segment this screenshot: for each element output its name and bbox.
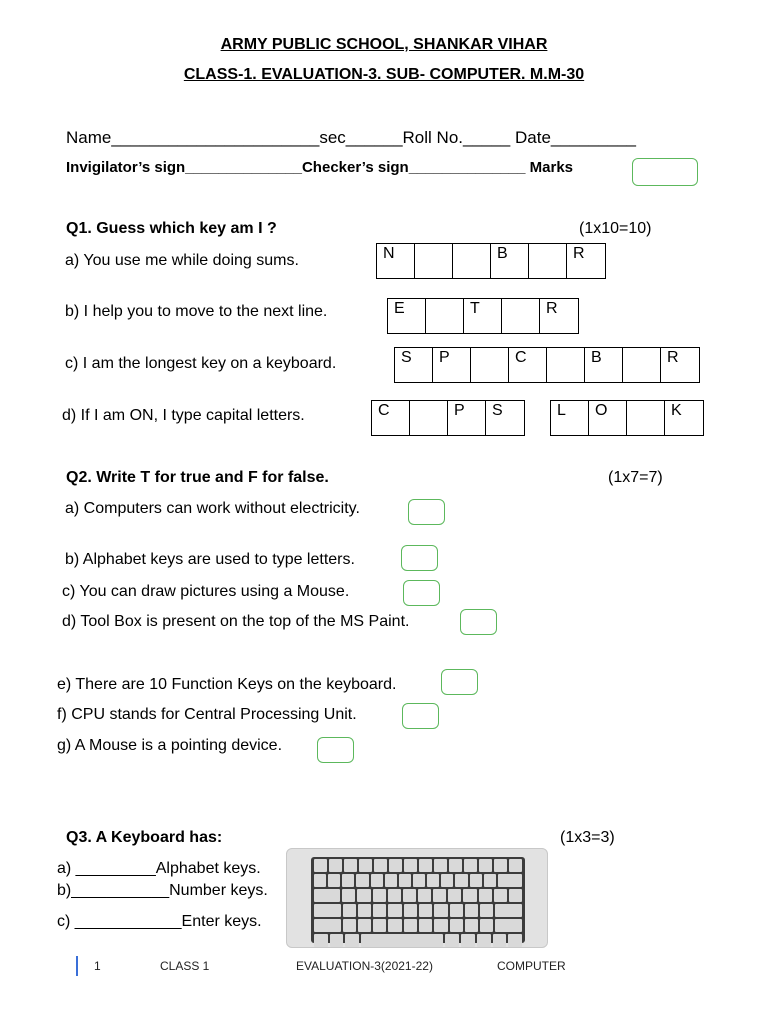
q3-item-c: c) ____________Enter keys. [57,913,262,930]
tf-answer-box[interactable] [317,737,354,763]
q2-marks: (1x7=7) [608,469,663,486]
tf-answer-box[interactable] [441,669,478,695]
q1-item-a: a) You use me while doing sums. [65,252,299,269]
student-info-line: Name______________________sec______Roll No._____ Date_________ [66,128,636,147]
q3-item-a: a) _________Alphabet keys. [57,860,261,877]
q3-title: Q3. A Keyboard has: [66,829,223,846]
q2-item-b: b) Alphabet keys are used to type letters. [65,551,355,568]
q2-item-f: f) CPU stands for Central Processing Unit. [57,706,357,723]
letter-cell: K [671,402,682,419]
letter-cell: C [372,401,410,435]
blank-cell[interactable] [529,244,567,278]
tf-answer-box[interactable] [460,609,497,635]
footer-evaluation: EVALUATION-3(2021-22) [296,959,433,973]
q2-title: Q2. Write T for true and F for false. [66,469,329,486]
tf-answer-box[interactable] [402,703,439,729]
tf-answer-box[interactable] [401,545,438,571]
footer-bar [76,956,78,976]
letter-cell: E [388,299,426,333]
footer-page-number: 1 [94,959,101,973]
q2-item-g: g) A Mouse is a pointing device. [57,737,283,754]
q2-item-e: e) There are 10 Function Keys on the keyboard. [57,676,397,693]
q1-marks: (1x10=10) [579,220,652,237]
signature-line: Invigilator’s sign______________Checker’s sign______________ Marks [66,159,574,176]
tf-answer-box[interactable] [408,499,445,525]
letter-cell: B [491,244,529,278]
letter-cell: B [585,348,623,382]
letter-cell: O [589,401,627,435]
footer-subject: COMPUTER [497,959,566,973]
letter-cell: S [395,348,433,382]
q2-item-a: a) Computers can work without electricity. [65,500,360,517]
letter-cell: R [546,300,558,317]
blank-cell[interactable] [547,348,585,382]
q1-item-d: d) If I am ON, I type capital letters. [62,407,305,424]
blank-cell[interactable] [426,299,464,333]
letter-cell: P [433,348,471,382]
blank-cell[interactable] [623,348,661,382]
blank-cell[interactable] [415,244,453,278]
footer-class: CLASS 1 [160,959,210,973]
blank-cell[interactable] [627,401,665,435]
blank-cell[interactable] [471,348,509,382]
blank-cell[interactable] [502,299,540,333]
q2-item-c: c) You can draw pictures using a Mouse. [62,583,350,600]
q1-item-c: c) I am the longest key on a keyboard. [65,355,337,372]
q3-item-b: b)___________Number keys. [57,882,268,899]
key-grid-c [394,347,700,383]
letter-cell: P [448,401,486,435]
q2-item-d: d) Tool Box is present on the top of the MS Paint. [62,613,410,630]
tf-answer-box[interactable] [403,580,440,606]
letter-cell: R [667,349,679,366]
blank-cell[interactable] [410,401,448,435]
keyboard-image [286,848,548,948]
key-grid-d1 [371,400,525,436]
key-grid-b [387,298,579,334]
letter-cell: L [551,401,589,435]
letter-cell: S [492,402,503,419]
letter-cell: C [509,348,547,382]
key-grid-d2 [550,400,704,436]
q3-marks: (1x3=3) [560,829,615,846]
exam-title: CLASS-1. EVALUATION-3. SUB- COMPUTER. M.M-30 [183,66,585,83]
letter-cell: T [464,299,502,333]
q1-title: Q1. Guess which key am I ? [66,220,277,237]
marks-box[interactable] [632,158,698,186]
blank-cell[interactable] [453,244,491,278]
key-grid-a [376,243,606,279]
school-title: ARMY PUBLIC SCHOOL, SHANKAR VIHAR [220,36,548,53]
letter-cell: N [377,244,415,278]
q1-item-b: b) I help you to move to the next line. [65,303,328,320]
letter-cell: R [573,245,585,262]
